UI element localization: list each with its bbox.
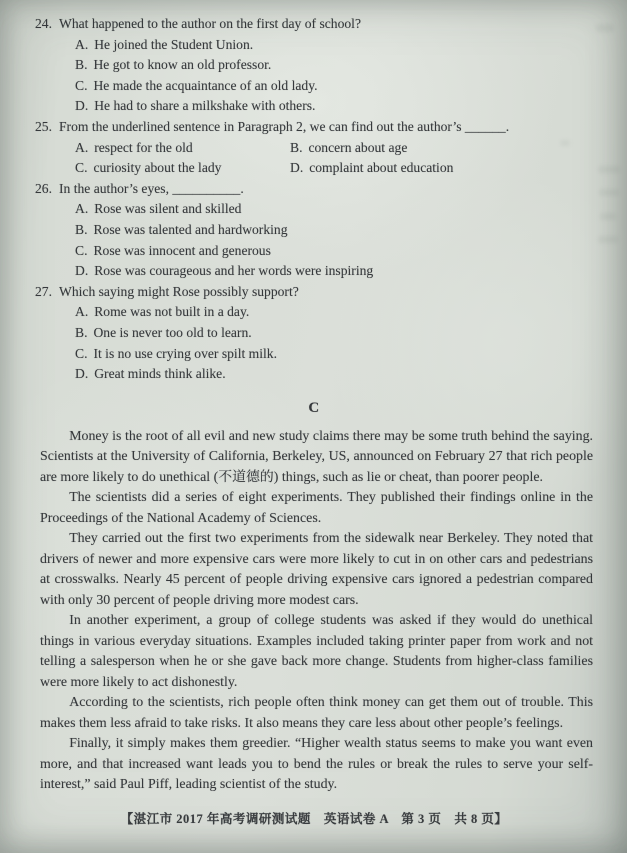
question-text: What happened to the author on the first day of school? (59, 16, 361, 31)
option-row (75, 261, 593, 282)
passage-paragraph: They carried out the first two experiments from the sidewalk near Berkeley. They noted that drivers of newer and more expensive cars were more likely to cut in on other cars and pedestrians at crosswalks. Nearly 45 percent of people driving expensive cars ignored a pedestrian compared with only 30 percent of people driving more modest cars. (40, 531, 593, 608)
question-25 (35, 117, 593, 179)
option-label: D. (75, 98, 89, 114)
option-label: A. (75, 304, 89, 320)
option-text: He joined the Student Union. (94, 36, 254, 52)
question-number: 25. (35, 118, 52, 134)
option-label: A. (75, 36, 89, 52)
option-row (75, 241, 593, 262)
option-row (75, 364, 593, 385)
option-label: A. (75, 201, 89, 217)
option-row (75, 344, 593, 365)
option-text: Great minds think alike. (94, 366, 226, 382)
section-heading: C (308, 399, 320, 416)
option-row (75, 220, 593, 241)
option-row (75, 323, 593, 344)
option-label: D. (75, 366, 89, 382)
option-label: B. (75, 221, 88, 237)
option-row (75, 158, 290, 179)
question-number: 27. (35, 283, 52, 299)
option-text: One is never too old to learn. (93, 324, 252, 340)
question-26 (35, 179, 593, 282)
option-row (290, 138, 593, 159)
option-row (75, 199, 593, 220)
option-label: B. (290, 139, 303, 155)
question-number: 24. (35, 16, 52, 31)
passage-paragraph: In another experiment, a group of college students was asked if they would do unethical things in various everyday situations. Examples included taking printer paper from work and not telling a salesperson when he or she gave back more change. Students from higher-class families were more likely to act dishonestly. (40, 613, 593, 690)
option-row (75, 302, 593, 323)
option-text: curiosity about the lady (93, 160, 222, 176)
option-text: concern about age (308, 139, 408, 155)
option-text: It is no use crying over spilt milk. (93, 345, 277, 361)
option-label: D. (75, 263, 89, 279)
option-text: He got to know an old professor. (93, 57, 272, 73)
option-text: He made the acquaintance of an old lady. (93, 77, 318, 93)
option-label: C. (75, 160, 88, 176)
option-text: Rose was silent and skilled (94, 201, 242, 217)
option-text: Rome was not built in a day. (94, 304, 250, 320)
passage-paragraph: Finally, it simply makes them greedier. “Higher wealth status seems to make you want even more, and that increased want leads you to bend the rules or break the rules to serve your self-interest,” said Paul Piff, leading scientist of the study. (40, 736, 593, 793)
question-text: Which saying might Rose possibly support? (59, 283, 299, 299)
option-label: A. (75, 139, 89, 155)
options-list (75, 138, 593, 179)
questions-section (35, 14, 593, 385)
options-list (75, 199, 593, 281)
question-stem (35, 282, 593, 303)
option-text: Rose was innocent and generous (93, 242, 271, 258)
option-row (75, 76, 593, 97)
passage-paragraph: Money is the root of all evil and new study claims there may be some truth behind the saying. Scientists at the University of California, Berkeley, US, announced on February 27 that rich people are more likely to do unethical (不道德的) things, such as lie or cheat, than poorer people. (40, 428, 593, 485)
question-27 (35, 282, 593, 385)
reading-passage (40, 427, 593, 796)
question-stem (35, 117, 593, 138)
option-text: He had to share a milkshake with others. (94, 98, 316, 114)
option-text: Rose was courageous and her words were inspiring (94, 263, 374, 279)
option-row (75, 55, 593, 76)
option-row (290, 158, 593, 179)
option-text: respect for the old (94, 139, 193, 155)
options-list (75, 302, 593, 384)
question-number: 26. (35, 180, 52, 196)
option-label: C. (75, 77, 88, 93)
question-text: In the author’s eyes, __________. (59, 180, 244, 196)
question-stem (35, 14, 593, 35)
option-label: D. (290, 160, 304, 176)
question-text: From the underlined sentence in Paragraph 2, we can find out the author’s ______. (59, 118, 510, 134)
passage-paragraph: According to the scientists, rich people often think money can get them out of trouble. This makes them less afraid to take risks. It also means they care less about other people’s feelings. (40, 695, 593, 731)
question-stem (35, 179, 593, 200)
option-row (75, 96, 593, 117)
option-text: complaint about education (309, 160, 454, 176)
option-row (75, 35, 593, 56)
page-footer: 【湛江市 2017 年高考调研测试题 英语试卷 A 第 3 页 共 8 页】 (120, 811, 508, 826)
passage-paragraph: The scientists did a series of eight experiments. They published their findings online in the Proceedings of the National Academy of Sciences. (40, 490, 593, 526)
question-24 (35, 14, 593, 117)
option-text: Rose was talented and hardworking (93, 221, 288, 237)
option-label: C. (75, 242, 88, 258)
option-row (75, 138, 290, 159)
option-label: B. (75, 57, 88, 73)
options-list (75, 35, 593, 117)
option-label: B. (75, 324, 88, 340)
option-label: C. (75, 345, 88, 361)
